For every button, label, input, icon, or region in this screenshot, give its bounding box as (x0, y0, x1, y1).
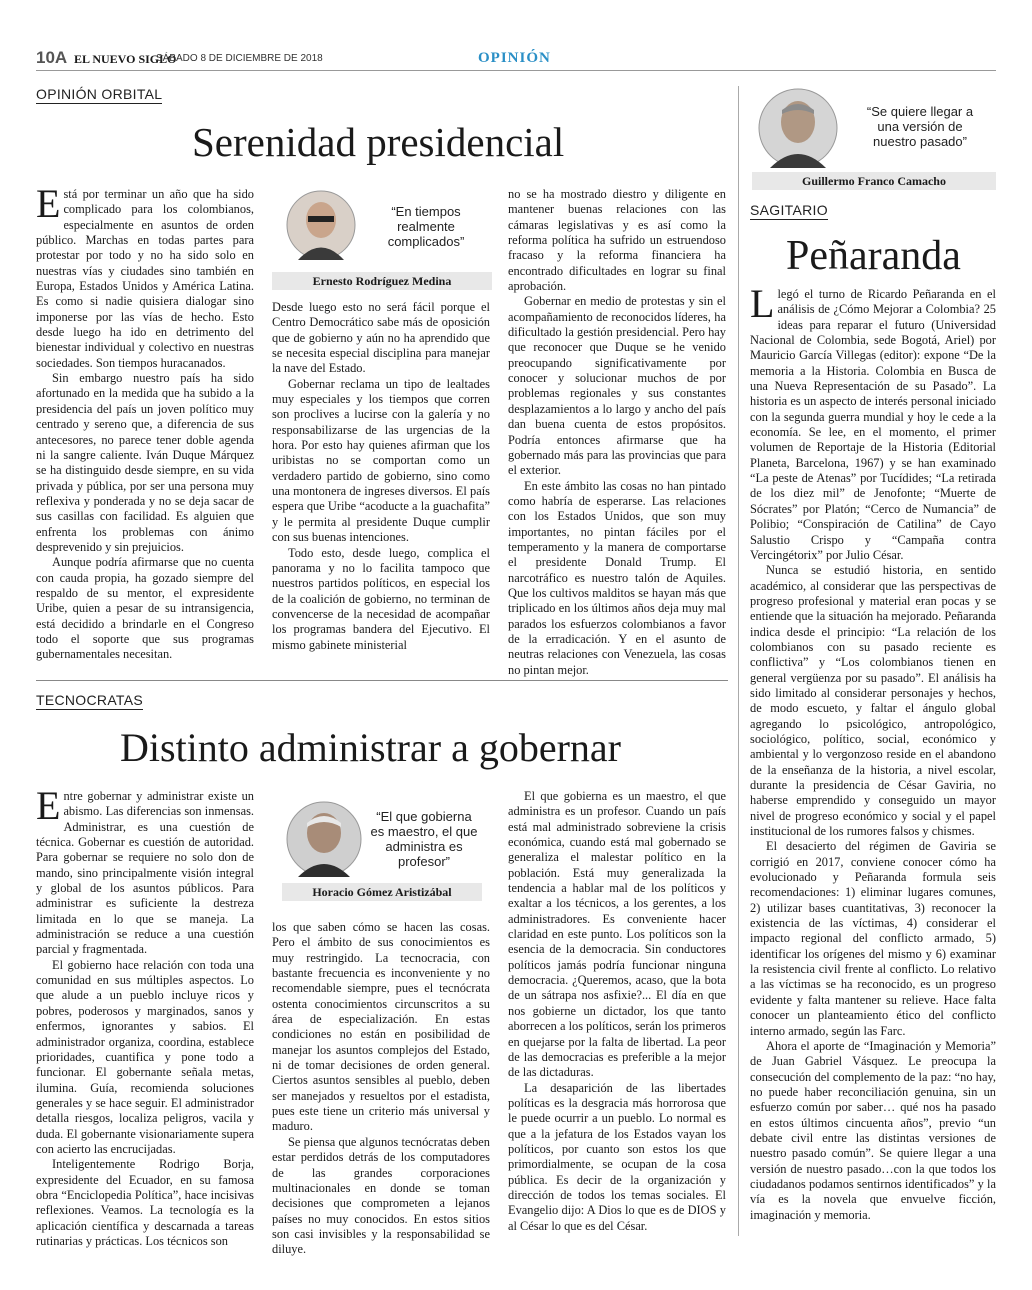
header-rule (36, 70, 996, 71)
article2-col1-p3: Inteligentemente Rodrigo Borja, expresidente del Ecuador, en su famosa obra “Enciclopedia Política”, hace incisivas reflexiones. Veamos. La tecnología es la aplicación científica y descarnada a tareas rutinarias y prácticas. Los técnicos son (36, 1157, 254, 1248)
article2-pull-quote: “El que gobierna es maestro, el que administra es profesor” (370, 809, 478, 869)
article1-col2-p2: Gobernar reclama un tipo de lealtades muy especiales y los tiempos que corren son proclives a lucirse con la galería y no responsabilizarse de las urgencias de la hora. Por esto hay quienes afirman que los uribistas no se comportan como un verdadero partido de gobierno, sino como una montonera de ingreses diversos. El país espera que Uribe “acoducte a la guachafita” y le permita al presidente Duque cumplir con sus buenas intenciones. (272, 376, 490, 545)
article3-author-box (752, 86, 996, 192)
article2-col3-p1: El que gobierna es un maestro, el que administra es un profesor. Cuando un país está mal administrado sobreviene la crisis económica, cuando está mal gobernado se generaliza el malestar político en la población. Está muy generalizada la tendencia a hablar mal de los políticos y exaltar a los técnicos, a los gerentes, a los administradores. Es conveniente hacer claridad en este punto. Los políticos son la esencia de la democracia. Sin conductores políticos jamás podría funcionar ninguna democracia. ¿Queremos, acaso, que la bota de un sátrapa nos asfixie?... El día en que nos gobierne un dictador, los que tanto aborrecen a los políticos, serán los primeros en quejarse por la falta de libertad. La peor de las democracias es preferible a la mejor de las dictaduras. (508, 789, 726, 1080)
article1-kicker: OPINIÓN ORBITAL (36, 86, 163, 102)
article1-author-name: Ernesto Rodríguez Medina (272, 272, 492, 290)
article1-col2-p1: Desde luego esto no será fácil porque el Centro Democrático sabe más de oposición que de gobierno y aún no ha aprendido que se necesita especial disciplina para manejar la nave del Estado. (272, 300, 490, 376)
newspaper-name: EL NUEVO SIGLO (74, 52, 177, 66)
article1-col1-p3: Aunque podría afirmarse que no cuenta con cauda propia, ha gozado siempre del respaldo de su mentor, el expresidente Uribe, quien a pesar de su intransigencia, está decidido a brindarle en el Congreso todo el soporte que sus programas gubernamentales necesitan. (36, 555, 254, 662)
article2-col2-p2: Se piensa que algunos tecnócratas deben estar perdidos detrás de los computadores de las grandes corporaciones multinacionales en donde se toman decisiones que comprometen a lejanos países no muy conocidos. En estos sitios son casi invisibles y la responsabilidad se diluye. (272, 1134, 490, 1257)
article3-title: Peñaranda (786, 233, 961, 279)
article2-dropcap: E (36, 783, 61, 828)
article1-dropcap: E (36, 181, 61, 226)
article2-column-2 (272, 920, 490, 1257)
article3-column (750, 281, 996, 1239)
article1-col1-p1: stá por terminar un año que ha sido complicado para los colombianos, especialmente en asuntos de orden público. Marchas en todas partes para protestar por todo y no ha sido solo en nuestras vías y ciudades sino también en Europa, Estados Unidos y América Latina. Es como si nadie quisiera dialogar sino imponerse por las vías de hecho. Esto desde luego ha ido en detrimento del bienestar individual y colectivo en nuestras sociedades. Son tiempos huracanados. (36, 187, 254, 370)
article1-col3-p1: no se ha mostrado diestro y diligente en mantener buenas relaciones con las cámaras legislativas y es así como la reforma política ha sufrido un estruendoso fracaso y la reforma financiera ha encontrado dificultades en lograr su final aprobación. (508, 187, 726, 294)
author-photo-icon (758, 88, 838, 168)
article1-col3-p3: En este ámbito las cosas no han pintado como habría de esperarse. Las relaciones con los Estados Unidos, que son muy importantes, no pintan fáciles por el temperamento y la manera de comportarse el presidente Donald Trump. El narcotráfico es nuestro talón de Aquiles. Que los cultivos malditos se hayan más que triplicado en los últimos años deja muy mal parados los esfuerzos colombianos a favor de la erradicación. Y en el asunto de neutras relaciones con Venezuela, las cosas no pintan mejor. (508, 478, 726, 677)
article2-author-box (282, 795, 482, 905)
article3-p1: legó el turno de Ricardo Peñaranda en el análisis de ¿Cómo Mejorar a Colombia? 25 ideas para reparar el futuro (Universidad Nacional de Colombia, sede Bogotá, Ariel) por Mauricio García Villegas (editor): expone “De la memoria a la Historia. Colombia en Busca de una Nueva Representación de su Pasado”. La historia es un aspecto de interés personal iniciado con la segunda guerra mundial y hoy le cede a la economía. Se lee, en el momento, el primer volumen de Reportaje de la Historia (Editorial Planeta, Barcelona, 1967) y se han examinado “La peste de Atenas” por Tucídides; “La retirada de los diez mil” de Jenofonte; “Muerte de Sócrates” por Platón; “Cerco de Numancia” de Polibio; “Conspiración de Catilina” de Cayo Salustio Crispo y “Campaña contra Vercingétorix” por Julio César. (750, 287, 996, 562)
article3-p4: Ahora el aporte de “Imaginación y Memoria” de Juan Gabriel Vásquez. Le preocupa la consecución del complemento de la paz: “no hay, no puede haber reconciliación genuina, sin un esfuerzo común por saber… qué nos ha pasado en estos últimos cincuenta años”, previo “un debate civil entre las distintas versiones de nuestro pasado común”. Se quiere llegar a una versión de nuestro pasado…con la que todos los ciudadanos podamos sentirnos identificados” y la vía es la novela que envuelve ficción, imaginación y memoria. (750, 1038, 996, 1222)
article2-col2-p1: los que saben cómo se hacen las cosas. Pero el ámbito de sus conocimientos es muy restringido. La tecnocracia, con bastante frecuencia es inconveniente y no recomendable siempre, pues el tecnócrata ostenta conocimientos circunscritos a su área de especialización. En estas condiciones no están en posibilidad de manejar los asuntos complejos del Estado, ni de tomar decisiones de orden general. Ciertos asuntos sensibles al pueblo, deben ser manejados y resueltos por el estadista, pues este tiene un criterio más universal y maduro. (272, 920, 490, 1134)
article1-author-box (272, 186, 492, 290)
article2-title: Distinto administrar a gobernar (120, 725, 621, 770)
article2-column-3 (508, 789, 726, 1241)
article2-author-name: Horacio Gómez Aristizábal (282, 883, 482, 901)
issue-date: SÁBADO 8 DE DICIEMBRE DE 2018 (156, 53, 323, 64)
author-photo-icon (286, 801, 362, 877)
article3-pull-quote: “Se quiere llegar a una versión de nuestro pasado” (866, 104, 974, 149)
page-number: 10A (36, 48, 68, 67)
article2-column-1 (36, 783, 254, 1248)
article-separator (36, 680, 728, 681)
article1-column-3 (508, 187, 726, 677)
article2-col1-p1: ntre gobernar y administrar existe un abismo. Las diferencias son inmensas. Administrar, es una cuestión de técnica. Gobernar es cuestión de autoridad. Para gobernar se requiere no solo don de mando, sino principalmente visión integral y global de los asuntos públicos. Para administrar es suficiente la destreza limitada en lo que se maneja. La administración se reduce a una cuestión parcial y fragmentada. (36, 789, 254, 957)
article1-col1-p2: Sin embargo nuestro país ha sido afortunado en la medida que ha subido a la presidencia del país un joven político muy centrado y sereno que, a diferencia de sus antecesores, no parece tener doble agenda ni la sangre caliente. Iván Duque Márquez se ha distinguido desde siempre, en su vida privada y pública, por ser una persona muy reflexiva y ponderada y no se deja sacar de sus casillas con facilidad. Es alguien que enfrenta los problemas con ánimo desprevenido y sin prejuicios. (36, 371, 254, 554)
article1-pull-quote: “En tiempos realmente complicados” (387, 204, 465, 249)
article1-col3-p2: Gobernar en medio de protestas y sin el acompañamiento de reconocidos líderes, ha dificultado la gestión presidencial. Pero hay que reconocer que Duque se he venido preocupando significativamente por conocer y solucionar muchos de por problemas regionales y sus constantes desplazamientos a lo largo y ancho del país dan buena cuenta de estos propósitos. Podría entonces afirmarse que ha gobernado más para las provincias que para el exterior. (508, 294, 726, 478)
article3-p2: Nunca se estudió historia, en sentido académico, al considerar que las perspectivas de progreso profesional y material eran pocas y se entiende que la situación ha mejorado. Peñaranda indica desde el principio: “La relación de los colombianos con su pasado reciente es conflictiva” y “Los colombianos tienen en general vergüenza por su pasado”. El análisis ha sido limitado al considerar personajes y hechos, de modo escueto, y faltar el ángulo global agregando lo psicológico, antropológico, sociológico, político, social, económico y ambiental y lo vergonzoso reside en el abandono de la enseñanza de la historia, a nivel escolar, durante la presidencia de César Gaviria, no haberse emprendido y conseguido un mayor nivel de progreso económico y social y el papel institucional de los rumores falsos y chismes. (750, 563, 996, 839)
article1-col2-p3: Todo esto, desde luego, complica el panorama y no lo facilita tampoco que nuestros partidos políticos, en especial los de la coalición de gobierno, no terminan de convencerse de la necesidad de acompañar los programas bandera del Ejecutivo. El mismo gabinete ministerial (272, 545, 490, 652)
article2-kicker: TECNOCRATAS (36, 692, 144, 708)
article3-p3: El desacierto del régimen de Gaviria se corrigió en 2017, conviene conocer cómo ha evolucionado y Peñaranda formula seis recomendaciones: 1) eliminar lugares comunes, 2) utilizar bases cuantitativas, 3) reconocer la existencia de las víctimas, 4) considerar el impacto regional del conflicto armado, 5) identificar los orígenes del mismo y 6) examinar la resistencia civil frente al conflicto. Lo relativo a las víctimas se ha reconocido, es un progreso evidente y falta mantener su relieve. Hace falta conocer un planteamiento ético del conflicto interno armado, según las Farc. (750, 839, 996, 1038)
article2-col1-p2: El gobierno hace relación con toda una comunidad en sus múltiples aspectos. Lo que alude a un pueblo incluye ricos y pobres, poderosos y marginados, sanos y enfermos, ignorantes y sabios. El administrador organiza, coordina, establece prioridades, cuantifica y pone todo a funcionar. El gobernante señala metas, ilumina. Guía, recomienda soluciones generales y se hace seguir. El administrador detalla riesgos, localiza peligros, vacila y duda. El gobernante visionariamente supera con acierto las encrucijadas. (36, 957, 254, 1156)
article3-dropcap: L (750, 281, 775, 326)
article3-author-name: Guillermo Franco Camacho (752, 172, 996, 190)
column-divider (738, 86, 739, 1236)
article2-col3-p2: La desaparición de las libertades políticas es la desgracia más horrorosa que le puede ocurrir a un pueblo. Lo normal es que a la jefatura de los Estados vayan los políticos, por cuanto son estos los que primordialmente, se ocupan de la cosa pública. Es decir de la organización y dirección de todos los temas sociales. El Evangelio dijo: A Dios lo que es de DIOS y al César lo que es del César. (508, 1080, 726, 1233)
article3-kicker: SAGITARIO (750, 202, 828, 218)
section-title: OPINIÓN (478, 50, 551, 66)
article1-column-1 (36, 181, 254, 667)
author-photo-icon (286, 190, 356, 260)
article1-title: Serenidad presidencial (192, 119, 565, 165)
article1-column-2 (272, 300, 490, 667)
